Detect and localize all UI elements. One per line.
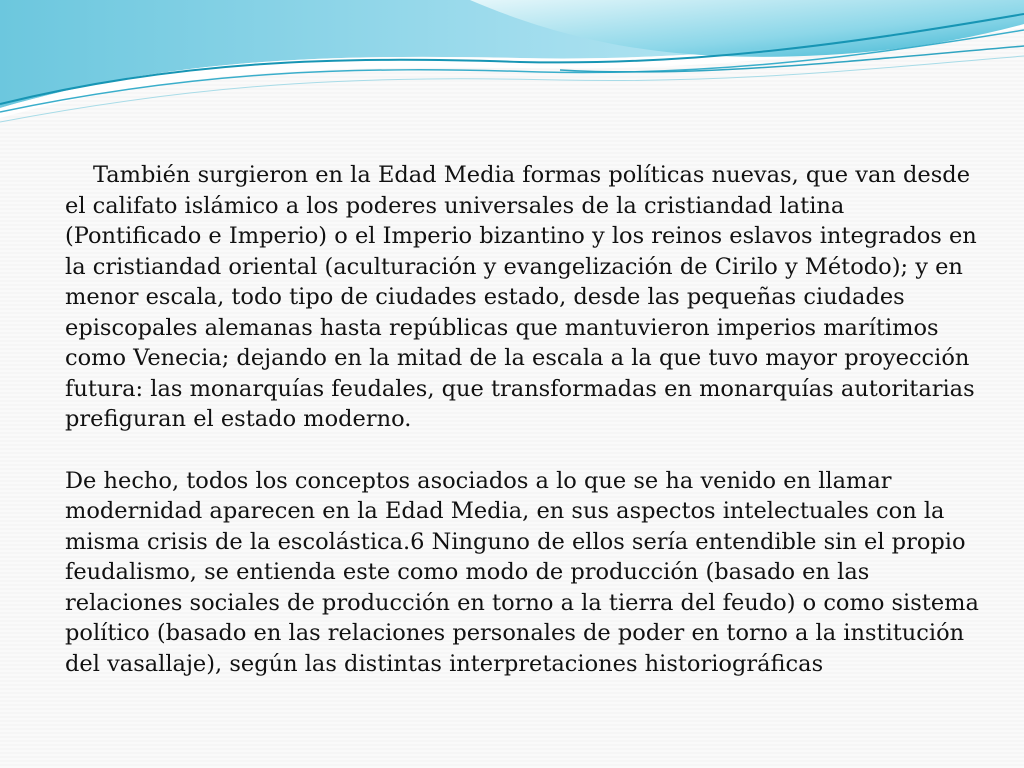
- paragraph-1: [65, 160, 985, 435]
- paragraph-1-text: También surgieron en la Edad Media formas políticas nuevas, que van desde el califato islámico a los poderes universales de la cristiandad latina (Pontificado e Imperio) o el Imperio bizantino y los reinos eslavos integrados en la cristiandad oriental (aculturación y evangelización de Cirilo y Método); y en menor escala, todo tipo de ciudades estado, desde las pequeñas ciudades episcopales alemanas hasta repúblicas que mantuvieron imperios marítimos como Venecia; dejando en la mitad de la escala a la que tuvo mayor proyección futura: las monarquías feudales, que transformadas en monarquías autoritarias prefiguran el estado moderno.: [65, 162, 977, 432]
- paragraph-2: [65, 466, 985, 680]
- wave-header-decoration: [0, 0, 1024, 130]
- slide-body: [65, 160, 985, 679]
- paragraph-2-text: De hecho, todos los conceptos asociados a lo que se ha venido en llamar modernidad aparecen en la Edad Media, en sus aspectos intelectuales con la misma crisis de la escolástica.6 Ninguno de ellos sería entendible sin el propio feudalismo, se entienda este como modo de producción (basado en las relaciones sociales de producción en torno a la tierra del feudo) o como sistema político (basado en las relaciones personales de poder en torno a la institución del vasallaje), según las distintas interpretaciones historiográficas: [65, 467, 979, 677]
